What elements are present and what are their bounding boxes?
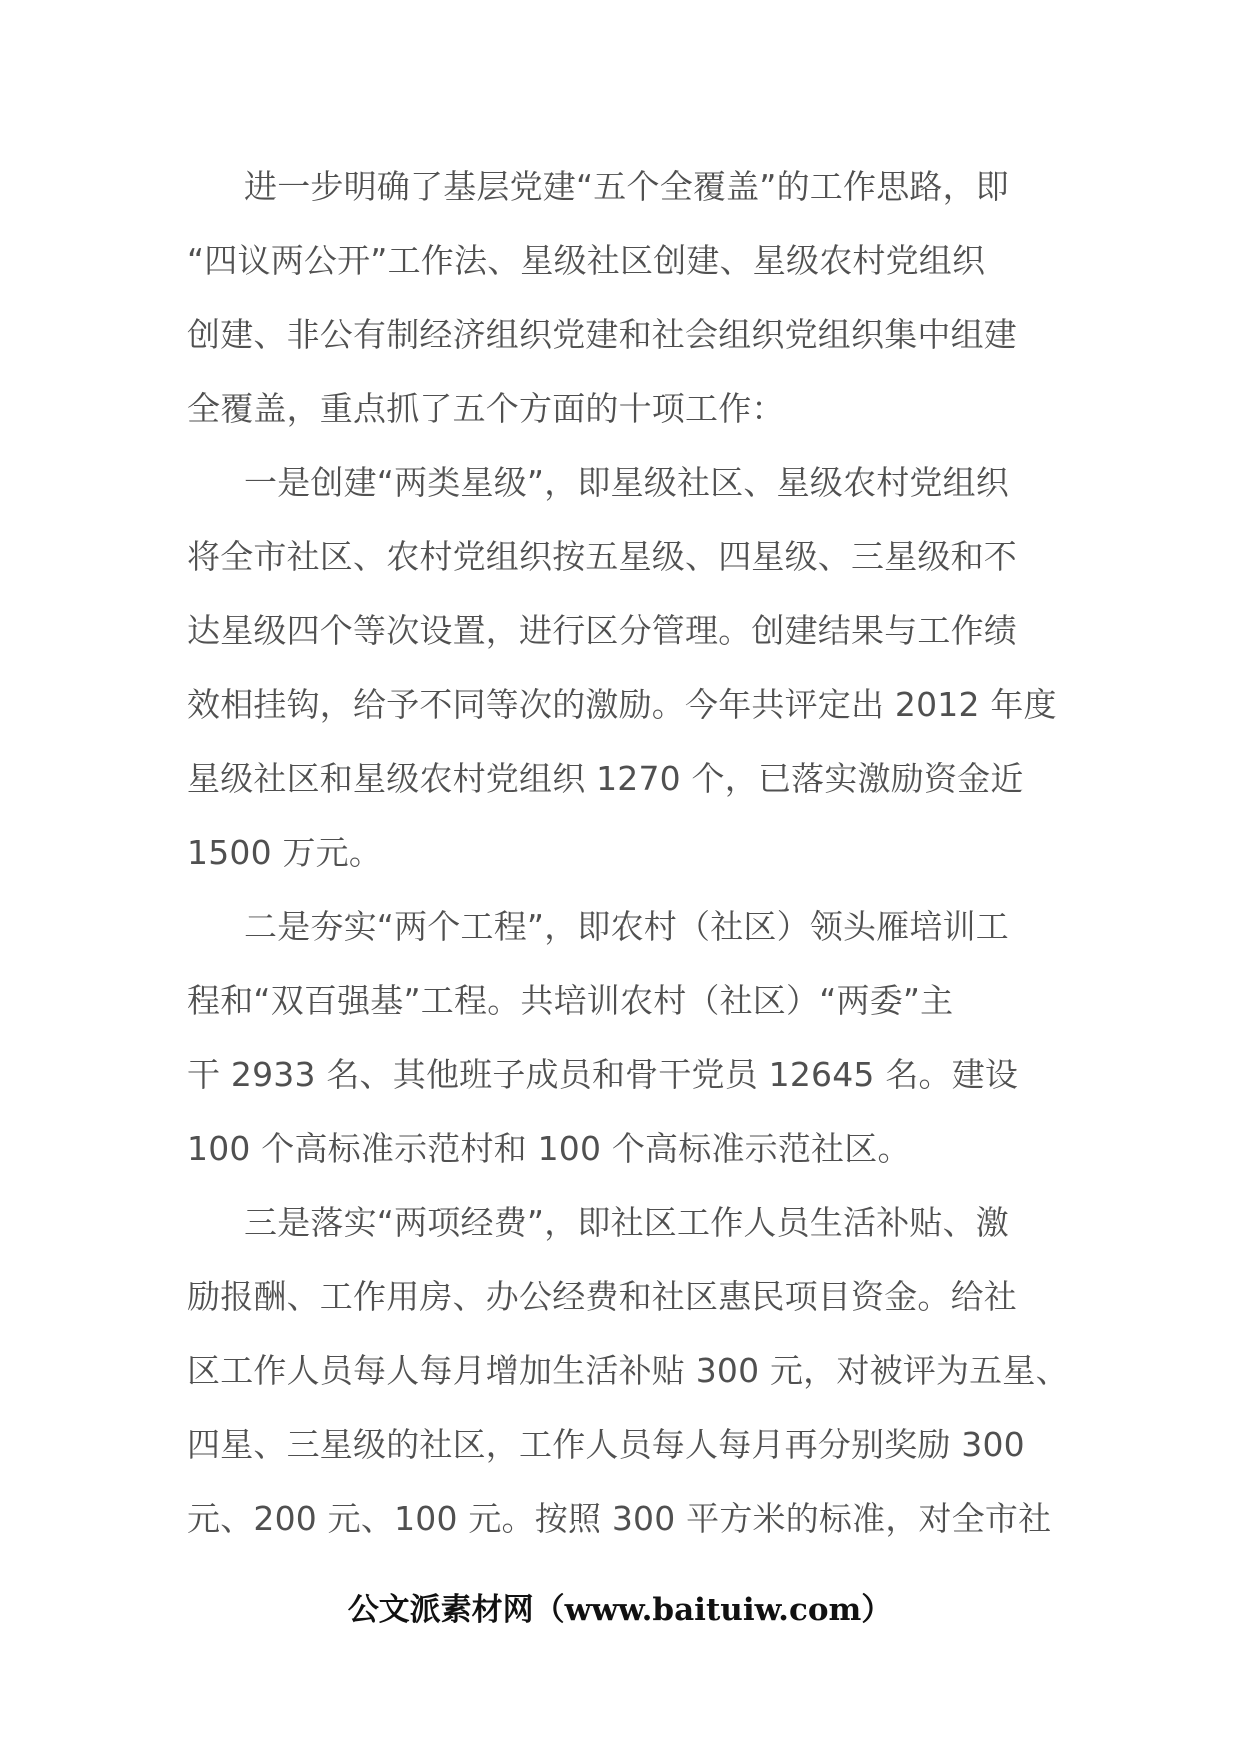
text-line: 干 2933 名、其他班子成员和骨干党员 12645 名。建设 [187,1055,1019,1094]
text-line: 二是夯实“两个工程”，即农村（社区）领头雁培训工 [244,907,1009,946]
text-line: 星级社区和星级农村党组织 1270 个，已落实激励资金近 [187,759,1024,798]
text-line: “四议两公开”工作法、星级社区创建、星级农村党组织 [187,241,986,280]
text-line: 一是创建“两类星级”，即星级社区、星级农村党组织 [244,463,1009,502]
text-line: 100 个高标准示范村和 100 个高标准示范社区。 [187,1129,911,1168]
text-line: 全覆盖，重点抓了五个方面的十项工作： [187,389,785,428]
text-line: 达星级四个等次设置，进行区分管理。创建结果与工作绩 [187,611,1017,650]
text-line: 区工作人员每人每月增加生活补贴 300 元，对被评为五星、 [187,1351,1069,1390]
footer-watermark: 公文派素材网（www.baituiw.com） [347,1592,893,1628]
text-line: 元、200 元、100 元。按照 300 平方米的标准，对全市社 [187,1499,1052,1538]
text-line: 创建、非公有制经济组织党建和社会组织党组织集中组建 [187,315,1017,354]
text-line: 三是落实“两项经费”，即社区工作人员生活补贴、激 [244,1203,1009,1242]
document-body [187,150,1067,1556]
text-line: 将全市社区、农村党组织按五星级、四星级、三星级和不 [187,537,1017,576]
text-line: 程和“双百强基”工程。共培训农村（社区）“两委”主 [187,981,954,1020]
text-line: 励报酬、工作用房、办公经费和社区惠民项目资金。给社 [187,1277,1017,1316]
text-line: 进一步明确了基层党建“五个全覆盖”的工作思路，即 [244,167,1009,206]
text-line: 1500 万元。 [187,833,383,872]
text-line: 四星、三星级的社区，工作人员每人每月再分别奖励 300 [187,1425,1025,1464]
text-line: 效相挂钩，给予不同等次的激励。今年共评定出 2012 年度 [187,685,1057,724]
